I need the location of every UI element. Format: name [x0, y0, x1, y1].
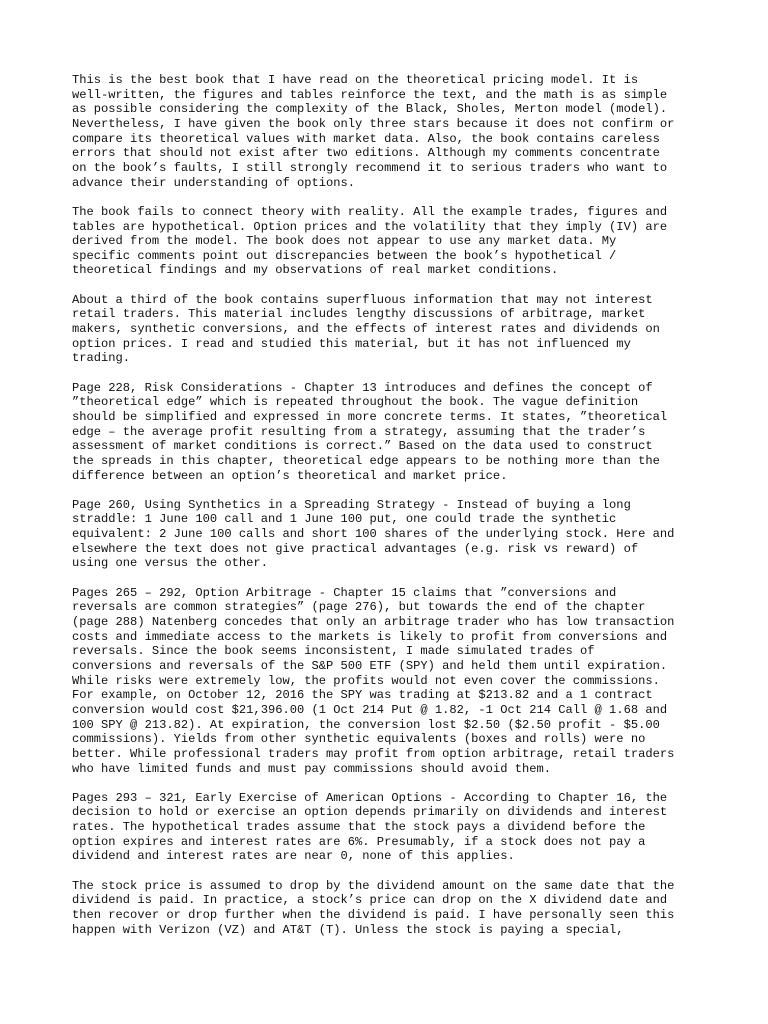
text-line: conversions and reversals of the S&P 500 ETF (SPY) and held them until expiration. — [72, 658, 668, 673]
paragraph-page-228 — [72, 381, 702, 484]
text-line: straddle: 1 June 100 call and 1 June 100 put, one could trade the synthetic — [72, 512, 617, 527]
text-line: on the book’s faults, I still strongly recommend it to serious traders who want to — [72, 160, 668, 175]
text-line: Pages 265 – 292, Option Arbitrage - Chapter 15 claims that ”conversions and — [72, 585, 617, 600]
text-line: edge – the average profit resulting from a strategy, assuming that the trader’s — [72, 424, 646, 439]
text-line: (page 288) Natenberg concedes that only an arbitrage trader who has low transaction — [72, 614, 675, 629]
text-line: makers, synthetic conversions, and the effects of interest rates and dividends on — [72, 322, 660, 337]
document-page — [72, 73, 702, 952]
text-line: While risks were extremely low, the profits would not even cover the commissions. — [72, 673, 660, 688]
paragraph-intro — [72, 73, 702, 190]
text-line: using one versus the other. — [72, 556, 268, 571]
text-line: This is the best book that I have read on the theoretical pricing model. It is — [72, 73, 639, 87]
text-line: costs and immediate access to the markets is likely to profit from conversions and — [72, 629, 668, 644]
text-line: Page 228, Risk Considerations - Chapter 13 introduces and defines the concept of — [72, 380, 653, 395]
text-line: Nevertheless, I have given the book only three stars because it does not confirm or — [72, 116, 675, 131]
text-line: difference between an option’s theoretical and market price. — [72, 468, 508, 483]
text-line: specific comments point out discrepancies between the book’s hypothetical / — [72, 248, 617, 263]
text-line: as possible considering the complexity of the Black, Sholes, Merton model (model). — [72, 102, 668, 117]
text-line: reversals. Since the book seems inconsistent, I made simulated trades of — [72, 644, 595, 659]
text-line: compare its theoretical values with market data. Also, the book contains careless — [72, 131, 660, 146]
paragraph-pages-293-321 — [72, 791, 702, 864]
text-line: conversion would cost $21,396.00 (1 Oct 214 Put @ 1.82, -1 Oct 214 Call @ 1.68 and — [72, 702, 668, 717]
text-line: dividend and interest rates are near 0, none of this applies. — [72, 849, 515, 864]
paragraph-superfluous-info — [72, 293, 702, 366]
text-line: For example, on October 12, 2016 the SPY was trading at $213.82 and a 1 contract — [72, 688, 653, 703]
text-line: derived from the model. The book does not appear to use any market data. My — [72, 234, 617, 249]
text-line: happen with Verizon (VZ) and AT&T (T). Unless the stock is paying a special, — [72, 922, 624, 937]
paragraph-page-260 — [72, 498, 702, 571]
text-line: trading. — [72, 351, 131, 366]
text-line: assessment of market conditions is correct.” Based on the data used to construct — [72, 439, 653, 454]
text-line: decision to hold or exercise an option depends primarily on dividends and interest — [72, 805, 668, 820]
text-line: elsewhere the text does not give practical advantages (e.g. risk vs reward) of — [72, 541, 639, 556]
text-line: well-written, the figures and tables reinforce the text, and the math is as simple — [72, 87, 668, 102]
text-line: The stock price is assumed to drop by the dividend amount on the same date that the — [72, 878, 675, 893]
text-line: reversals are common strategies” (page 276), but towards the end of the chapter — [72, 600, 646, 615]
text-line: option prices. I read and studied this material, but it has not influenced my — [72, 336, 631, 351]
text-line: Pages 293 – 321, Early Exercise of American Options - According to Chapter 16, the — [72, 790, 668, 805]
paragraph-dividend-drop — [72, 879, 702, 938]
text-line: errors that should not exist after two editions. Although my comments concentrate — [72, 146, 660, 161]
text-line: advance their understanding of options. — [72, 175, 356, 190]
text-line: dividend is paid. In practice, a stock’s price can drop on the X dividend date and — [72, 893, 668, 908]
text-line: then recover or drop further when the dividend is paid. I have personally seen this — [72, 907, 675, 922]
text-line: option expires and interest rates are 6%. Presumably, if a stock does not pay a — [72, 834, 646, 849]
text-line: About a third of the book contains superfluous information that may not interest — [72, 292, 653, 307]
text-line: theoretical findings and my observations of real market conditions. — [72, 263, 559, 278]
text-line: commissions). Yields from other synthetic equivalents (boxes and rolls) were no — [72, 732, 646, 747]
text-line: Page 260, Using Synthetics in a Spreading Strategy - Instead of buying a long — [72, 497, 631, 512]
text-line: 100 SPY @ 213.82). At expiration, the conversion lost $2.50 ($2.50 profit - $5.00 — [72, 717, 660, 732]
text-line: retail traders. This material includes lengthy discussions of arbitrage, market — [72, 307, 646, 322]
text-line: better. While professional traders may profit from option arbitrage, retail traders — [72, 746, 675, 761]
text-line: tables are hypothetical. Option prices and the volatility that they imply (IV) are — [72, 219, 668, 234]
text-line: who have limited funds and must pay commissions should avoid them. — [72, 761, 551, 776]
text-line: equivalent: 2 June 100 calls and short 100 shares of the underlying stock. Here and — [72, 527, 675, 542]
text-line: ”theoretical edge” which is repeated throughout the book. The vague definition — [72, 395, 639, 410]
text-line: the spreads in this chapter, theoretical edge appears to be nothing more than the — [72, 453, 660, 468]
text-line: rates. The hypothetical trades assume that the stock pays a dividend before the — [72, 820, 646, 835]
text-line: The book fails to connect theory with reality. All the example trades, figures and — [72, 204, 668, 219]
paragraph-pages-265-292 — [72, 586, 702, 777]
text-line: should be simplified and expressed in more concrete terms. It states, ”theoretical — [72, 409, 668, 424]
paragraph-theory-vs-reality — [72, 205, 702, 278]
